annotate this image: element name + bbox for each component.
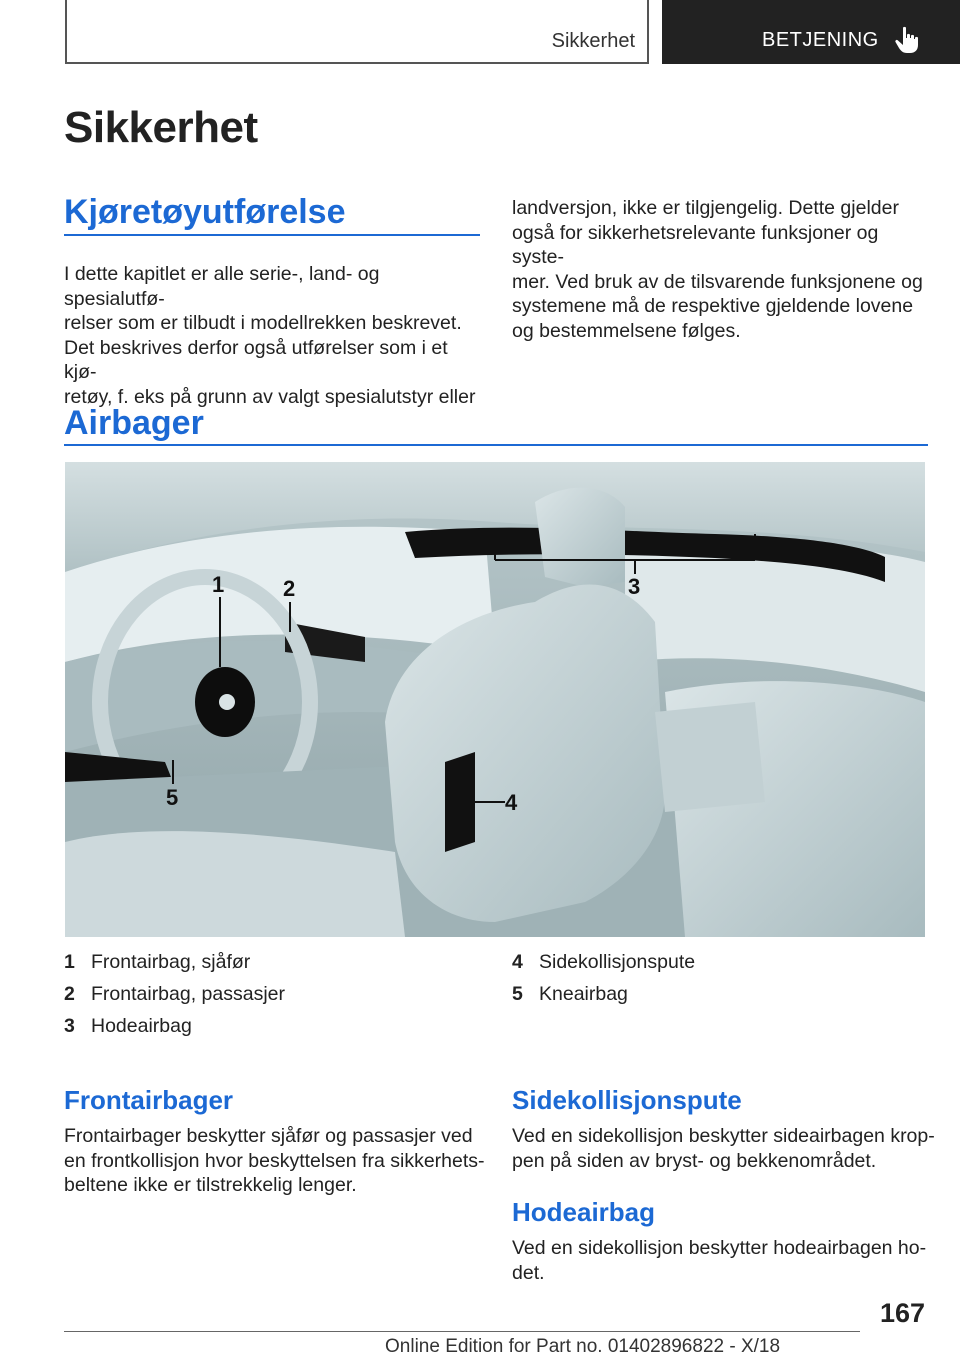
- callout-3: 3: [628, 574, 641, 599]
- legend-item: [64, 1010, 285, 1042]
- legend-number: 3: [64, 1015, 75, 1037]
- car-interior-illustration: [65, 462, 925, 937]
- legend-text: Frontairbag, sjåfør: [91, 951, 251, 973]
- callout-1: 1: [212, 572, 225, 597]
- text-line: Frontairbager beskytter sjåfør og passasjer ved: [64, 1125, 473, 1147]
- head-airbag-text: [512, 1236, 942, 1285]
- footer-text: Online Edition for Part no. 01402896822 - X/18: [385, 1336, 781, 1357]
- text-line: Ved en sidekollisjon beskytter sideairbagen krop-: [512, 1125, 935, 1147]
- legend-number: 5: [512, 983, 523, 1005]
- text-line: en frontkollisjon hvor beskyttelsen fra sikkerhets-: [64, 1149, 485, 1172]
- text-line: det.: [512, 1261, 545, 1284]
- text-line: beltene ikke er tilstrekkelig lenger.: [64, 1174, 357, 1196]
- chapter-tab-label: BETJENING: [762, 29, 879, 51]
- footer-rule: [64, 1331, 860, 1332]
- text-line: systemene må de respektive gjeldende lovene: [512, 295, 914, 317]
- chapter-tab[interactable]: [662, 0, 960, 64]
- page-number: 167: [879, 1298, 925, 1328]
- front-airbags-heading: Frontairbager: [64, 1085, 234, 1115]
- text-line: relser som er tilbudt i modellrekken beskrevet.: [64, 312, 462, 334]
- page-header: [0, 0, 960, 66]
- vehicle-design-rule: [64, 234, 480, 236]
- text-line: I dette kapitlet er alle serie-, land- og spesialutfø-: [64, 263, 380, 310]
- front-airbags-text: [64, 1124, 494, 1198]
- vehicle-design-heading: Kjøretøyutførelse: [64, 193, 346, 231]
- hand-pointer-icon: [894, 26, 920, 54]
- text-line: også for sikkerhetsrelevante funksjoner og syste-: [512, 221, 879, 268]
- section-tab[interactable]: [65, 0, 649, 64]
- legend-text: Kneairbag: [539, 983, 628, 1005]
- vehicle-design-text-right: [512, 196, 932, 343]
- legend-item: [512, 946, 695, 978]
- text-line: mer. Ved bruk av de tilsvarende funksjonene og: [512, 270, 923, 293]
- text-line: Ved en sidekollisjon beskytter hodeairbagen ho-: [512, 1237, 927, 1259]
- legend-number: 2: [64, 983, 75, 1005]
- legend-number: 1: [64, 951, 75, 973]
- section-tab-label: Sikkerhet: [551, 30, 635, 52]
- text-line: og bestemmelsene følges.: [512, 319, 741, 342]
- legend-item: [64, 946, 285, 978]
- airbags-heading: Airbager: [64, 404, 204, 442]
- figure-legend-right: [512, 946, 695, 1010]
- head-airbag-heading: Hodeairbag: [512, 1197, 656, 1227]
- airbags-rule: [64, 444, 928, 446]
- side-airbag-heading: Sidekollisjonspute: [512, 1085, 742, 1115]
- legend-text: Frontairbag, passasjer: [91, 983, 286, 1005]
- text-line: landversjon, ikke er tilgjengelig. Dette gjelder: [512, 197, 899, 219]
- legend-item: [512, 978, 695, 1010]
- text-line: retøy, f. eks på grunn av valgt spesialutstyr eller: [64, 385, 476, 408]
- page-title: Sikkerhet: [64, 103, 258, 152]
- legend-text: Hodeairbag: [91, 1015, 192, 1037]
- figure-legend-left: [64, 946, 285, 1042]
- legend-text: Sidekollisjonspute: [539, 951, 696, 973]
- legend-number: 4: [512, 951, 523, 973]
- text-line: Det beskrives derfor også utførelser som i et kjø-: [64, 336, 448, 383]
- callout-2: 2: [283, 576, 296, 601]
- vehicle-design-text-left: [64, 262, 484, 409]
- side-airbag-text: [512, 1124, 942, 1173]
- legend-item: [64, 978, 285, 1010]
- text-line: pen på siden av bryst- og bekkenområdet.: [512, 1149, 877, 1172]
- callout-4: 4: [505, 790, 518, 815]
- callout-5: 5: [166, 785, 179, 810]
